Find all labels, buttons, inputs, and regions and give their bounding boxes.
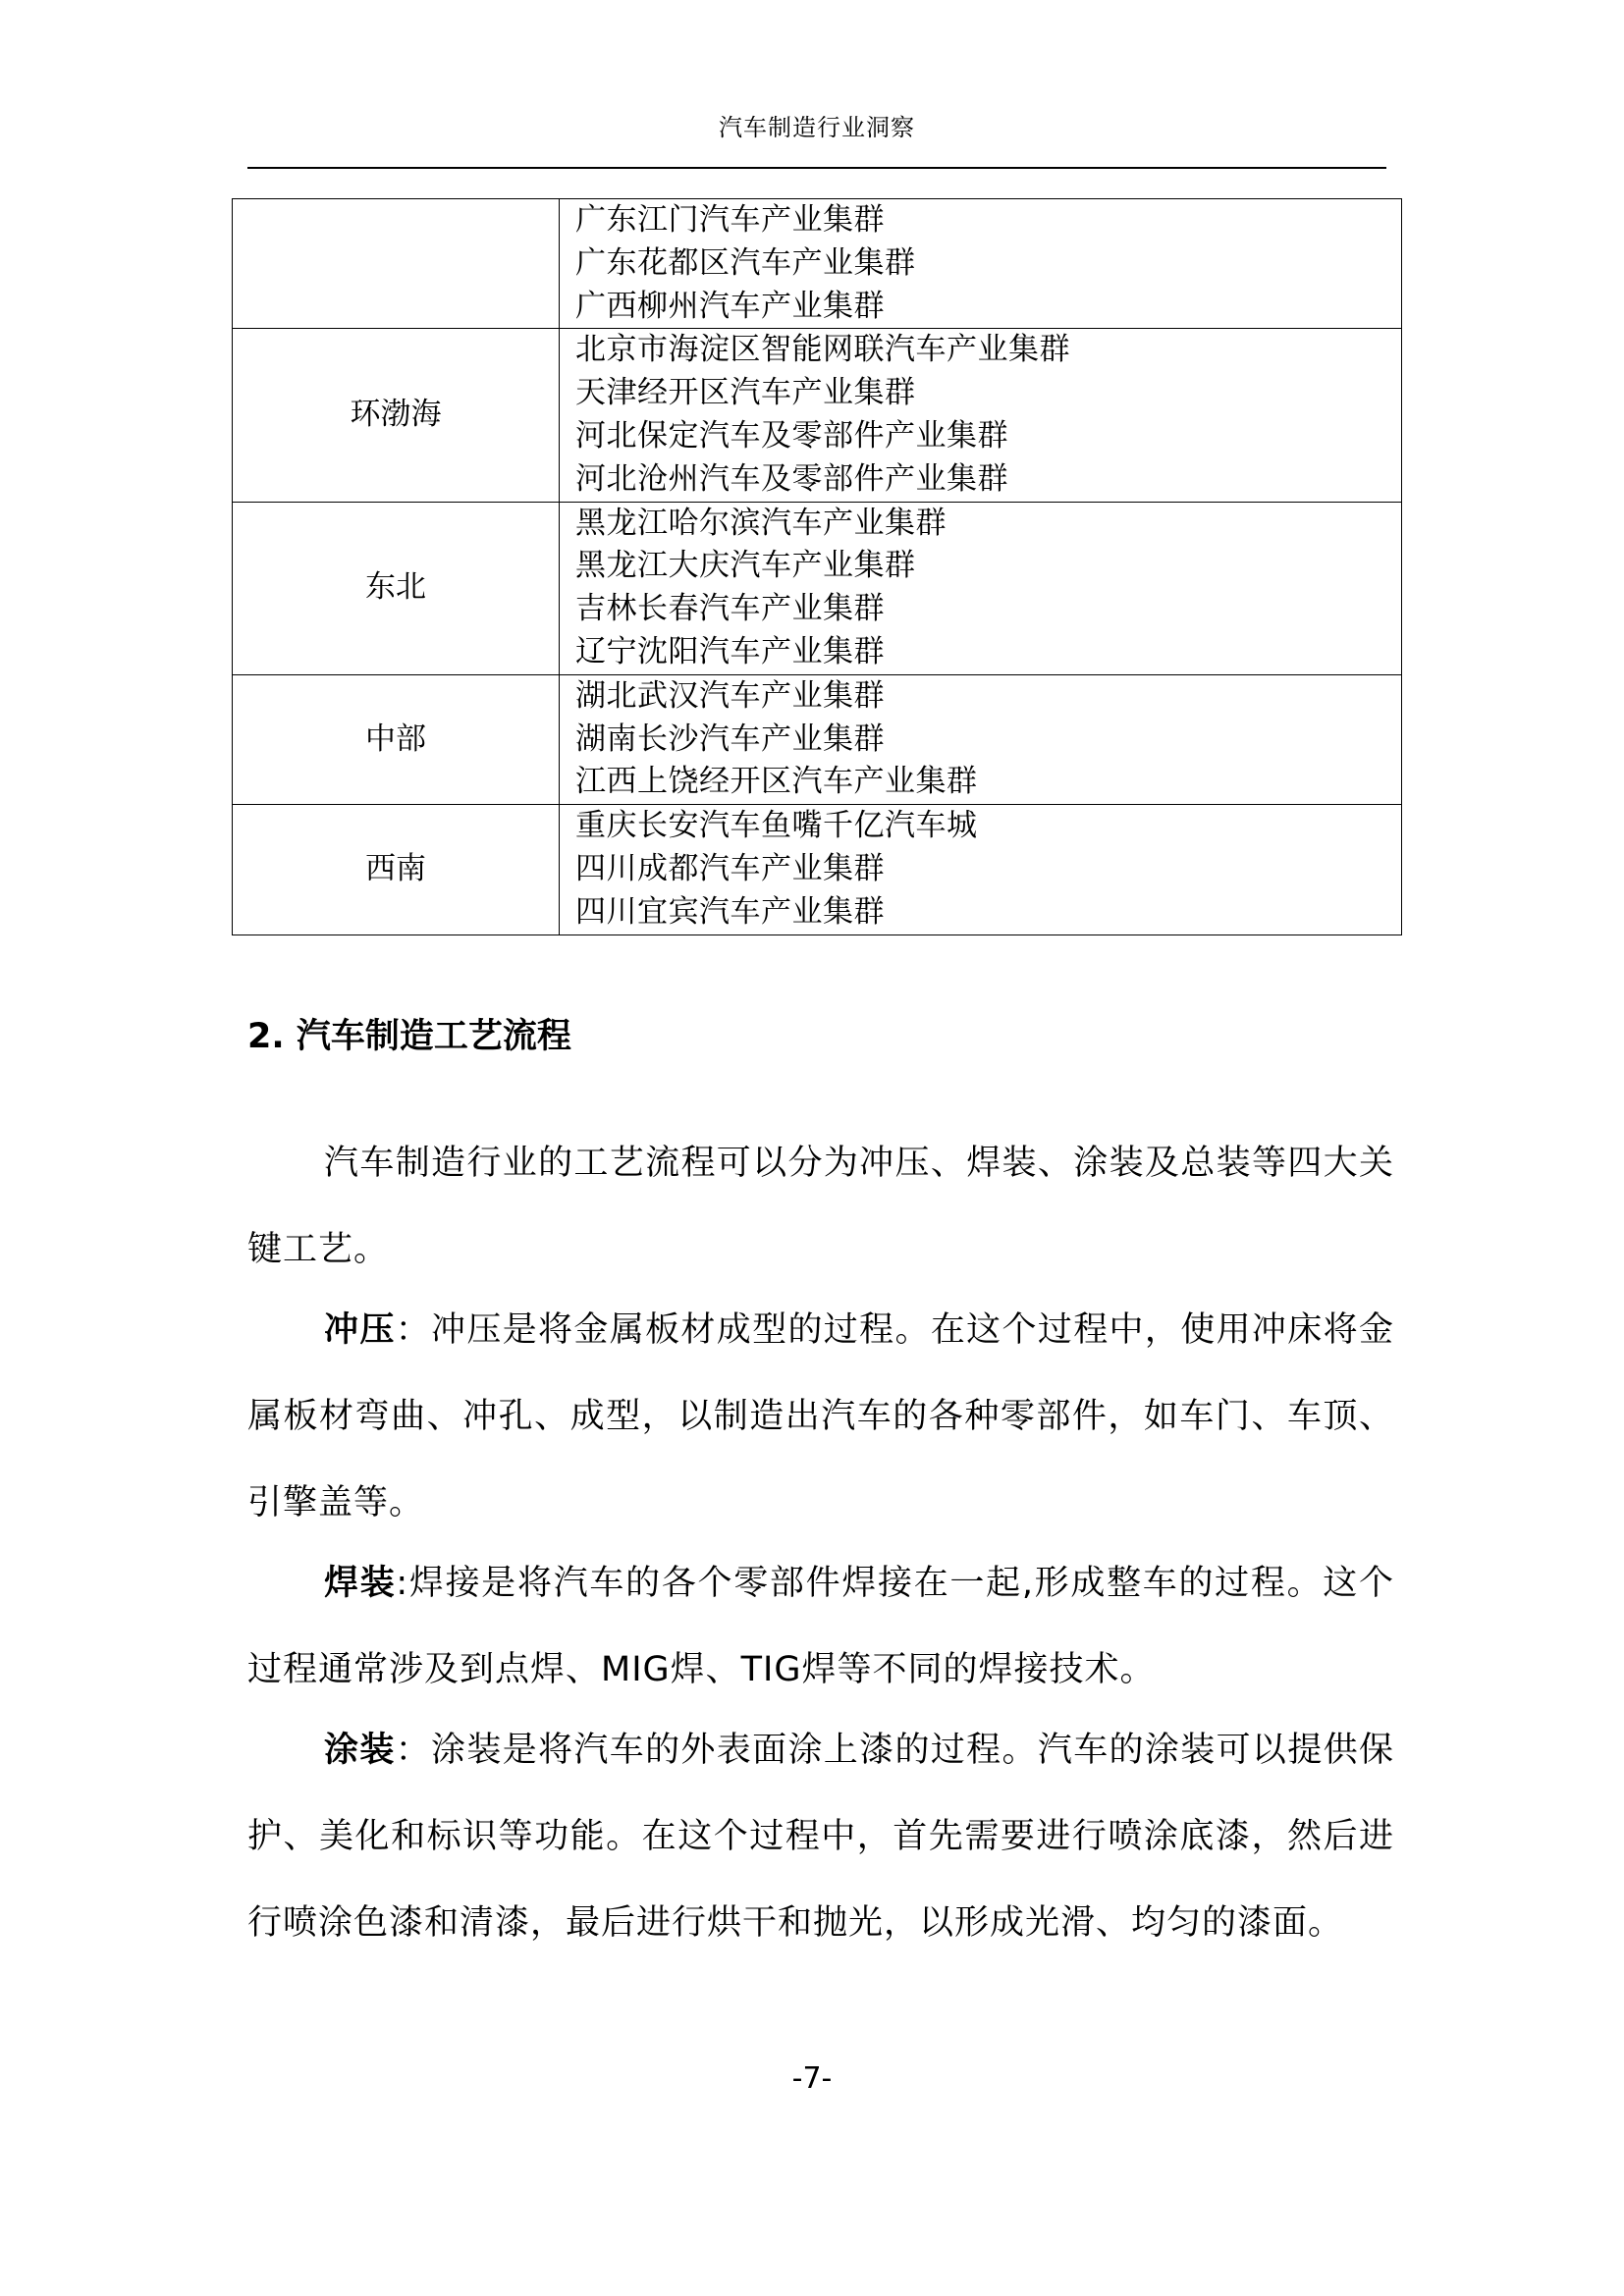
table-row [233,805,1402,934]
intro-paragraph: 汽车制造行业的工艺流程可以分为冲压、焊装、涂装及总装等四大关键工艺。 [247,1144,1394,1269]
cluster-item: 广东江门汽车产业集群 [575,202,885,238]
process-description: 冲压是将金属板材成型的过程。在这个过程中，使用冲床将金属板材弯曲、冲孔、成型，以制造出汽车的各种零部件，如车门、车顶、引擎盖等。 [247,1310,1394,1522]
process-description: 涂装是将汽车的外表面涂上漆的过程。汽车的涂装可以提供保护、美化和标识等功能。在这个过程中，首先需要进行喷涂底漆，然后进行喷涂色漆和清漆，最后进行烘干和抛光，以形成光滑、均匀的漆面。 [247,1731,1394,1943]
cluster-item: 吉林长春汽车产业集群 [575,591,885,627]
cluster-item: 湖北武汉汽车产业集群 [575,677,885,714]
page-header-title: 汽车制造行业洞察 [719,114,915,141]
region-cell: 环渤海 [233,329,560,502]
process-paragraph-painting [247,1707,1394,1966]
page-number: -7- [791,2061,833,2096]
region-cell: 中部 [233,674,560,804]
cluster-item: 广东花都区汽车产业集群 [575,244,916,281]
process-paragraph-welding [247,1540,1394,1713]
cluster-item: 辽宁沈阳汽车产业集群 [575,633,885,669]
cluster-item: 重庆长安汽车鱼嘴千亿汽车城 [575,808,978,844]
cluster-item: 黑龙江哈尔滨汽车产业集群 [575,505,947,541]
cluster-cell [560,329,1402,502]
cluster-item: 四川成都汽车产业集群 [575,850,885,886]
cluster-item: 广西柳州汽车产业集群 [575,288,885,324]
cluster-item: 北京市海淀区智能网联汽车产业集群 [575,332,1070,368]
table-row [233,502,1402,674]
process-description: 焊接是将汽车的各个零部件焊接在一起,形成整车的过程。这个过程通常涉及到点焊、MIG焊、TIG焊等不同的焊接技术。 [247,1564,1394,1689]
term-separator: : [396,1564,409,1603]
table-row [233,329,1402,502]
cluster-item: 湖南长沙汽车产业集群 [575,721,885,757]
cluster-item: 江西上饶经开区汽车产业集群 [575,764,978,800]
cluster-cell [560,805,1402,934]
term-separator: ： [395,1731,432,1770]
cluster-item: 四川宜宾汽车产业集群 [575,893,885,930]
region-cell [233,199,560,329]
process-term: 冲压 [324,1310,396,1350]
section-heading: 2. 汽车制造工艺流程 [247,1017,571,1056]
process-term: 涂装 [324,1731,396,1770]
cluster-cell [560,674,1402,804]
cluster-item: 河北沧州汽车及零部件产业集群 [575,460,1008,497]
industry-cluster-table [232,198,1402,935]
cluster-cell [560,199,1402,329]
table-row [233,199,1402,329]
region-cell: 西南 [233,805,560,934]
process-term: 焊装 [324,1564,397,1603]
term-separator: ： [395,1310,432,1350]
cluster-item: 黑龙江大庆汽车产业集群 [575,548,916,584]
cluster-item: 天津经开区汽车产业集群 [575,375,916,411]
header-divider [247,167,1386,169]
table-row [233,674,1402,804]
process-paragraph-stamping [247,1287,1394,1546]
region-cell: 东北 [233,502,560,674]
cluster-item: 河北保定汽车及零部件产业集群 [575,417,1008,454]
cluster-cell [560,502,1402,674]
